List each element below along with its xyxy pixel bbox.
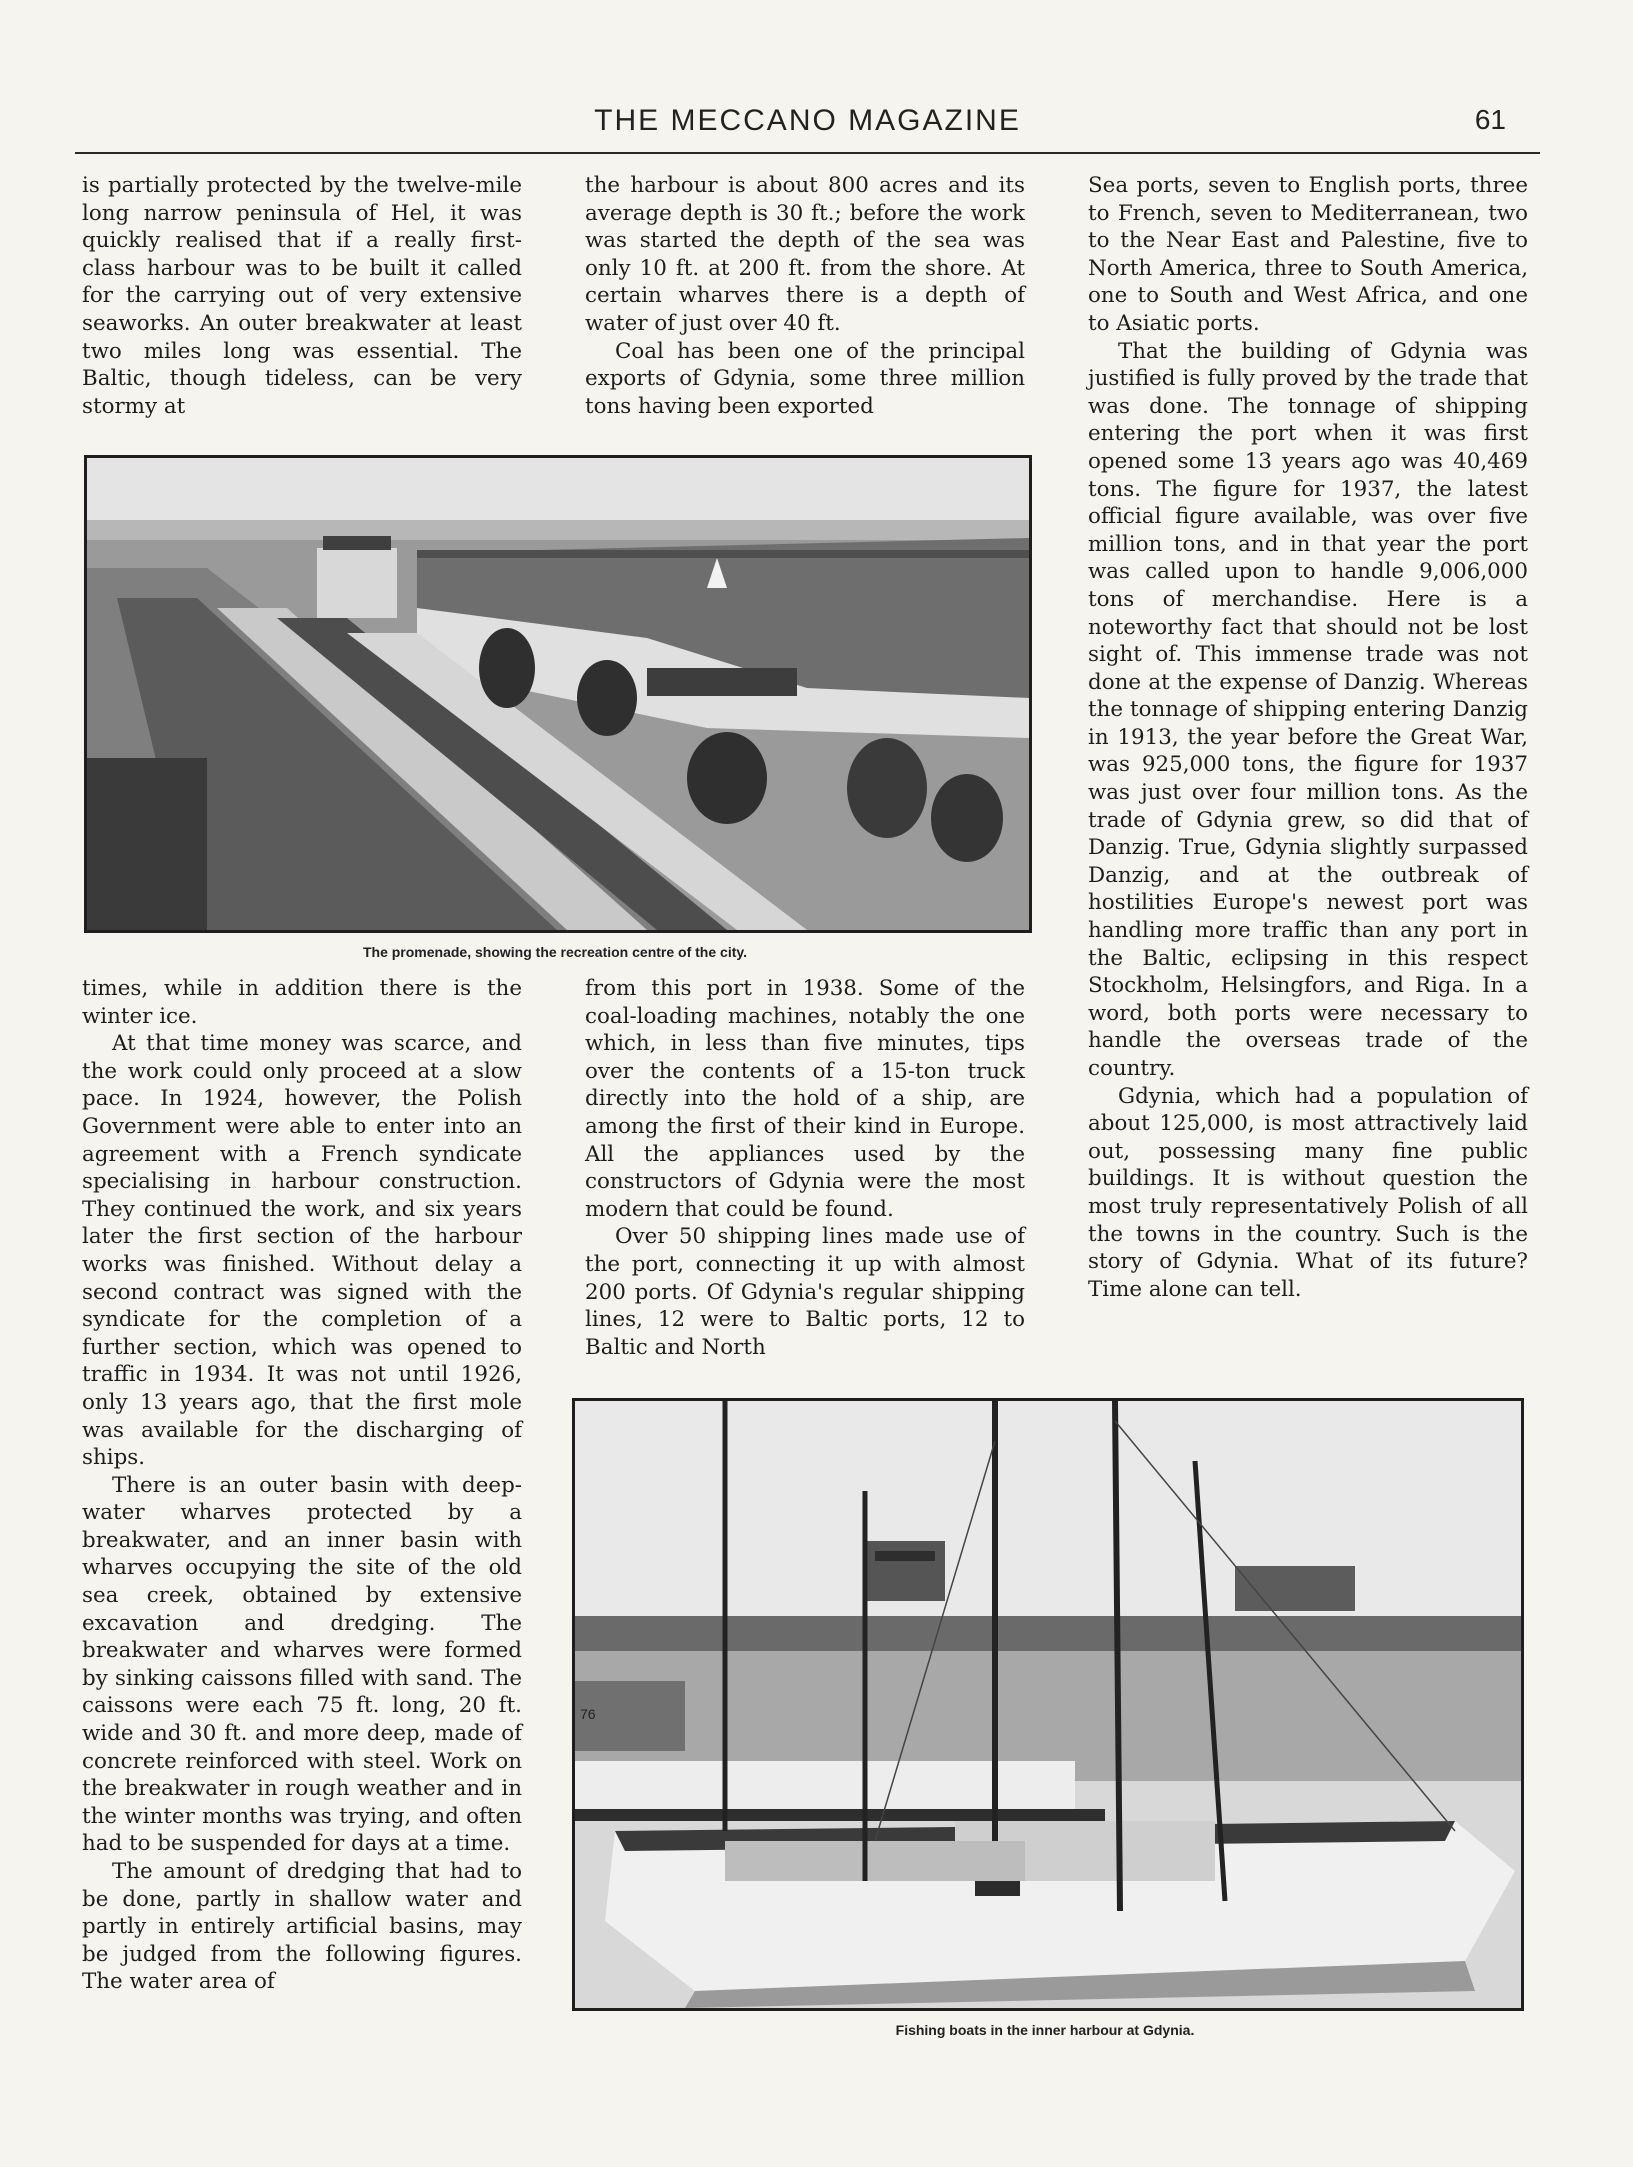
column-2-top bbox=[585, 172, 1025, 420]
paragraph: Coal has been one of the principal exports of Gdynia, some three million tons having been exported bbox=[585, 338, 1025, 419]
column-2-bottom bbox=[585, 975, 1025, 1361]
page-header bbox=[75, 104, 1540, 154]
paragraph: At that time money was scarce, and the work could only proceed at a slow pace. In 1924, however, the Polish Government were able to enter into an agreement with a French syndicate specialising in harbour construction. They continued the work, and six years later the first section of the harbour works was finished. Without delay a second contract was signed with the syndicate for the completion of a further section, which was opened to traffic in 1934. It was not until 1926, only 13 years ago, that the first mole was available for the discharging of ships. bbox=[82, 1031, 522, 1471]
promenade-photo bbox=[84, 455, 1032, 933]
paragraph: The amount of dredging that had to be done, partly in shallow water and partly in entirely artificial basins, may be judged from the following figures. The water area of bbox=[82, 1859, 522, 1995]
paragraph: There is an outer basin with deep-water wharves protected by a breakwater, and an inner basin with wharves occupying the site of the old sea creek, obtained by extensive excavation and dredging. The breakwater and wharves were formed by sinking caissons filled with sand. The caissons were each 75 ft. long, 20 ft. wide and 30 ft. and more deep, made of concrete reinforced with steel. Work on the breakwater in rough weather and in the winter months was trying, and often had to be suspended for days at a time. bbox=[82, 1472, 522, 1857]
fishing-boats-photo bbox=[572, 1398, 1524, 2011]
paragraph: That the building of Gdynia was justified is fully proved by the trade that was done. The tonnage of shipping entering the port when it was first opened some 13 years ago was 40,469 tons. The figure for 1937, the latest official figure available, was over five million tons, and in that year the port was called upon to handle 9,006,000 tons of merchandise. Here is a noteworthy fact that should not be lost sight of. This immense trade was not done at the expense of Danzig. Whereas the tonnage of shipping entering Danzig in 1913, the year before the Great War, was 925,000 tons, the figure for 1937 was just over four million tons. As the trade of Gdynia grew, so did that of Danzig. True, Gdynia slightly surpassed Danzig, and at the outbreak of hostilities Europe's newest port was handling more traffic than any port in the Baltic, eclipsing in this respect Stockholm, Helsingfors, and Riga. In a word, both ports were necessary to handle the overseas trade of the country. bbox=[1088, 338, 1528, 1081]
paragraph: is partially protected by the twelve-mile long narrow peninsula of Hel, it was quickly realised that if a really first-class harbour was to be built it called for the carrying out of very extensive seaworks. An outer breakwater at least two miles long was essential. The Baltic, though tideless, can be very stormy at bbox=[82, 173, 522, 419]
column-1-bottom bbox=[82, 975, 522, 1996]
paragraph: times, while in addition there is the winter ice. bbox=[82, 976, 522, 1029]
paragraph: from this port in 1938. Some of the coal-loading machines, notably the one which, in less than five minutes, tips over the contents of a 15-ton truck directly into the hold of a ship, are among the first of their kind in Europe. All the appliances used by the constructors of Gdynia were the most modern that could be found. bbox=[585, 976, 1025, 1222]
column-1-top bbox=[82, 172, 522, 420]
paragraph: Over 50 shipping lines made use of the port, connecting it up with almost 200 ports. Of Gdynia's regular shipping lines, 12 were to Baltic ports, 12 to Baltic and North bbox=[585, 1224, 1025, 1360]
page-number: 61 bbox=[1474, 104, 1506, 135]
magazine-title: THE MECCANO MAGAZINE bbox=[594, 104, 1021, 137]
paragraph: the harbour is about 800 acres and its average depth is 30 ft.; before the work was started the depth of the sea was only 10 ft. at 200 ft. from the shore. At certain wharves there is a depth of water of just over 40 ft. bbox=[585, 173, 1025, 336]
paragraph: Gdynia, which had a population of about 125,000, is most attractively laid out, possessing many fine public buildings. It is without question the most truly representatively Polish of all the towns in the country. Such is the story of Gdynia. What of its future? Time alone can tell. bbox=[1088, 1083, 1528, 1302]
hull-number: 76 bbox=[580, 1706, 596, 1722]
promenade-caption: The promenade, showing the recreation centre of the city. bbox=[362, 944, 748, 960]
fishing-boats-caption: Fishing boats in the inner harbour at Gdynia. bbox=[895, 2022, 1195, 2038]
paragraph: Sea ports, seven to English ports, three to French, seven to Mediterranean, two to the Near East and Palestine, five to North America, three to South America, one to South and West Africa, and one to Asiatic ports. bbox=[1088, 173, 1528, 336]
column-3 bbox=[1088, 172, 1528, 1303]
